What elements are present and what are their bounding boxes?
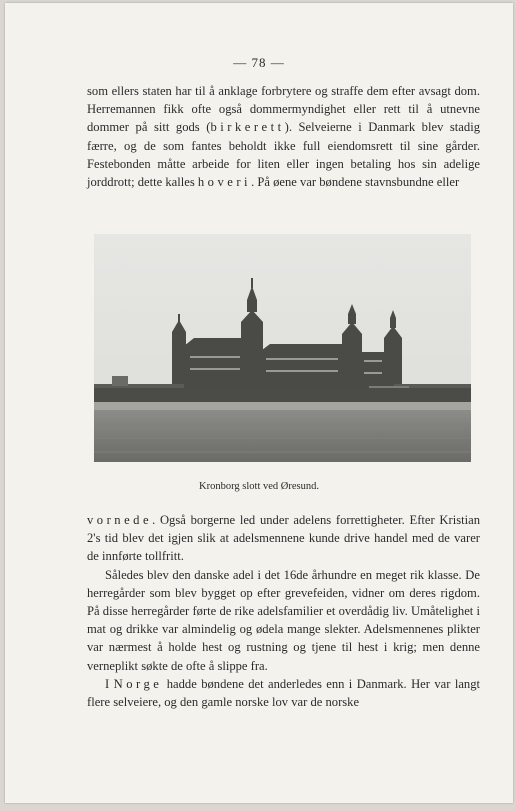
spaced-term: Norge <box>113 676 163 691</box>
paragraph <box>87 511 480 566</box>
castle-photo-illustration <box>94 234 471 462</box>
paragraph <box>87 82 480 191</box>
text-run: I <box>105 676 114 691</box>
text-run: som ellers staten har til å anklage forbrytere og straffe dem efter avsagt dom. Herremannen fikk ofte også dommermyndighet eller rett til å utnevne dommer på sitt gods ( <box>87 84 480 135</box>
book-page <box>5 3 513 803</box>
paragraph: Således blev den danske adel i det 16de århundre en meget rik klasse. De herregårder som blev bygget op efter grevefeiden, vidner om deres rigdom. På disse herregårder førte de rike adelsfamilier et overdådig liv. Umåtelighet i mat og drikke var almindelig og ødela mange slekter. Adelsmennenes plikter var nærmest å holde hest og rustning og tjene til hest i krig; men denne verneplikt søkte de ofte å slippe fra. <box>87 567 480 673</box>
text-run: . Også borgerne led under adelens forrettigheter. Efter Kristian 2's tid blev det igjen slik at adelsmennene kunde drive handel med de varer de innførte tollfritt. <box>87 513 480 564</box>
kronborg-castle-photo <box>94 234 471 462</box>
text-run: ). Selveierne i Danmark blev stadig færre, og de som fantes beholdt ikke full eiendomsrett til sine gårder. Festebonden måtte arbeide for liten eller ingen betaling hos sin adelige jorddrott; dette kalles <box>87 120 480 190</box>
paragraph <box>87 675 480 711</box>
text-run: hadde bøndene det anderledes enn i Danmark. Her var langt flere selveiere, og den gamle norske lov var de norske <box>87 676 481 710</box>
page-number: — 78 — <box>233 55 285 70</box>
spaced-term: birkerett <box>210 120 285 135</box>
figure-caption: Kronborg slott ved Øresund. <box>199 481 319 492</box>
text-run: . På øene var bøndene stavnsbundne eller <box>251 175 460 190</box>
body-text-top <box>87 82 480 191</box>
body-text-bottom <box>87 511 480 711</box>
spaced-term: vornede <box>87 513 153 527</box>
spaced-term: hoveri <box>197 175 252 190</box>
